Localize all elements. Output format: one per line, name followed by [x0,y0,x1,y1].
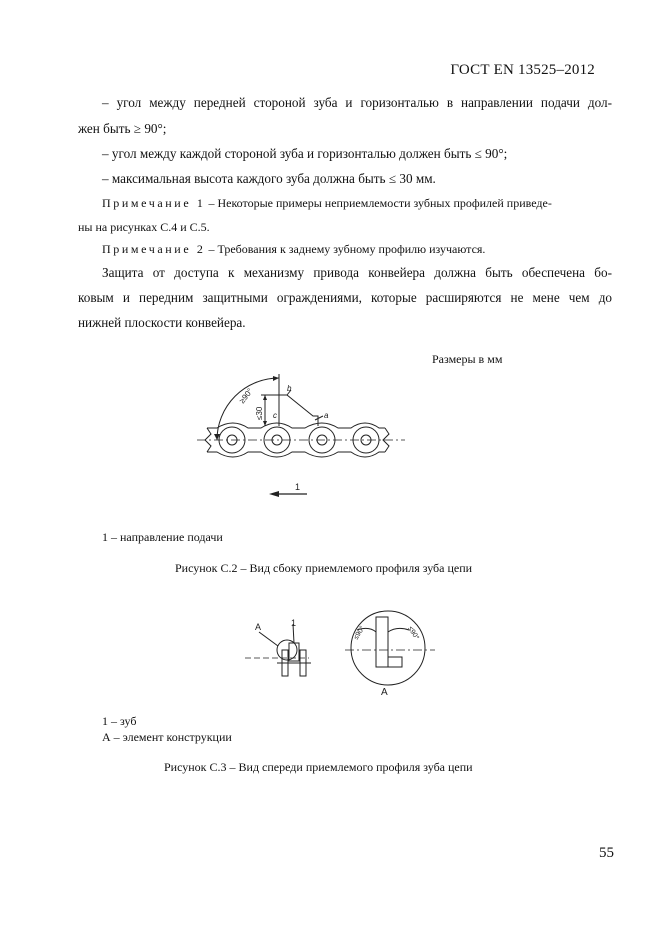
note2-text: – Требования к заднему зубному профилю изучаются. [205,242,486,256]
page-number: 55 [599,845,614,861]
label-A-bottom: A [381,687,388,698]
arrow-label: 1 [295,482,301,492]
feed-arrowhead-icon [269,491,279,497]
figure-c2-drawing [195,368,410,508]
angle-left-label: ≤90° [352,625,367,642]
note1-line2: ны на рисунках С.4 и С.5. [78,220,210,234]
note1-label: Примечание 1 [102,196,206,210]
label-1: 1 [291,618,297,628]
figure-c3-drawing [245,598,435,700]
para-line2: ковым и передним защитными ограждениями, которые расширяются не мене чем до [78,290,612,305]
note1-text: – Некоторые примеры неприемлемости зубных профилей приведе- [205,196,552,210]
note2 [102,236,485,262]
para-line1: Защита от доступа к механизму привода конвейера должна быть обеспечена бо- [102,265,612,280]
figure-c3-legend-2: А – элемент конструкции [102,730,232,744]
angle-label: ≥90° [237,386,255,406]
label-a: a [324,411,329,420]
height-label: ≤30 [255,406,264,420]
figure-c3-caption: Рисунок С.3 – Вид спереди приемлемого профиля зуба цепи [164,760,473,774]
note2-label: Примечание 2 [102,242,206,256]
document-header: ГОСТ EN 13525–2012 [450,62,595,78]
figure-c2-caption: Рисунок С.2 – Вид сбоку приемлемого профиля зуба цепи [175,561,473,575]
item1-line1: – угол между передней стороной зуба и горизонталью в направлении подачи дол- [102,95,612,110]
item1-line2: жен быть ≥ 90°; [78,121,167,136]
note1-line1 [102,190,612,216]
item3: – максимальная высота каждого зуба должна быть ≤ 30 мм. [102,171,436,186]
para-line3: нижней плоскости конвейера. [78,315,246,330]
label-A-left: A [255,622,262,632]
dimensions-note: Размеры в мм [432,352,503,366]
figure-c2-legend: 1 – направление подачи [102,530,223,544]
item2: – угол между каждой стороной зуба и горизонталью должен быть ≤ 90°; [102,146,508,161]
label-c: c [273,411,277,420]
label-b: b [287,384,292,393]
angle-right-label: ≤90° [406,625,420,642]
figure-c3-legend-1: 1 – зуб [102,714,137,728]
